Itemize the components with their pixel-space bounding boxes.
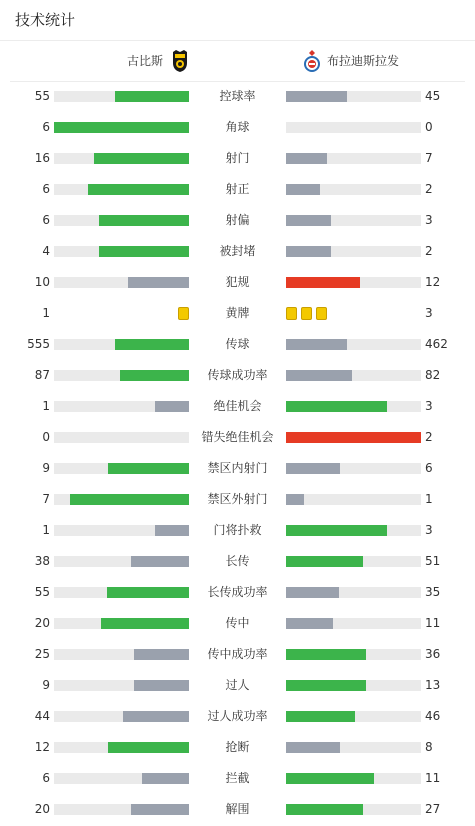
stat-row bbox=[0, 360, 475, 391]
home-stat-value: 55 bbox=[34, 89, 50, 103]
home-team-crest-icon bbox=[170, 49, 190, 73]
away-stat-value: 2 bbox=[425, 430, 433, 444]
stat-row bbox=[0, 546, 475, 577]
away-bar-track bbox=[286, 463, 421, 474]
stat-label: 被封堵 bbox=[219, 244, 256, 258]
away-stat-value: 46 bbox=[425, 709, 441, 723]
home-bar-fill bbox=[94, 153, 189, 164]
home-bar-fill bbox=[120, 370, 189, 381]
home-stat-value: 38 bbox=[34, 554, 50, 568]
away-stat-value: 3 bbox=[425, 306, 433, 320]
stat-label: 抢断 bbox=[225, 740, 250, 754]
stat-label: 传中 bbox=[225, 616, 250, 630]
away-stat-value: 36 bbox=[425, 647, 441, 661]
stat-label: 拦截 bbox=[225, 771, 250, 785]
away-bar-track bbox=[286, 246, 421, 257]
stat-label: 错失绝佳机会 bbox=[201, 430, 274, 444]
stat-row bbox=[0, 608, 475, 639]
home-bar-fill bbox=[101, 618, 189, 629]
home-bar-fill bbox=[108, 463, 189, 474]
yellow-card-icon bbox=[316, 307, 327, 320]
away-bar-track bbox=[286, 91, 421, 102]
away-bar-track bbox=[286, 339, 421, 350]
home-bar-fill bbox=[70, 494, 189, 505]
home-team[interactable] bbox=[127, 49, 190, 73]
stat-row bbox=[0, 329, 475, 360]
stat-row bbox=[0, 205, 475, 236]
home-bar-track bbox=[54, 773, 189, 784]
stat-label: 控球率 bbox=[219, 89, 256, 103]
home-bar-fill bbox=[155, 401, 189, 412]
home-bar-track bbox=[54, 122, 189, 133]
stat-row bbox=[0, 515, 475, 546]
away-stat-value: 0 bbox=[425, 120, 433, 134]
home-bar-track bbox=[54, 711, 189, 722]
stat-row bbox=[0, 794, 475, 825]
away-bar-fill bbox=[286, 215, 331, 226]
home-bar-fill bbox=[134, 680, 189, 691]
away-bar-track bbox=[286, 215, 421, 226]
away-stat-value: 45 bbox=[425, 89, 441, 103]
away-stat-value: 1 bbox=[425, 492, 433, 506]
home-bar-track bbox=[54, 153, 189, 164]
away-bar-fill bbox=[286, 494, 304, 505]
stat-label: 射偏 bbox=[225, 213, 250, 227]
home-stat-value: 6 bbox=[42, 213, 50, 227]
home-bar-fill bbox=[142, 773, 189, 784]
home-bar-fill bbox=[88, 184, 189, 195]
stat-label: 犯规 bbox=[225, 275, 250, 289]
away-team-crest-icon bbox=[302, 49, 322, 73]
home-bar-track bbox=[54, 432, 189, 443]
away-bar-fill bbox=[286, 401, 387, 412]
stat-label: 解围 bbox=[225, 802, 250, 816]
home-stat-value: 12 bbox=[34, 740, 50, 754]
home-bar-fill bbox=[128, 277, 189, 288]
home-stat-value: 10 bbox=[34, 275, 50, 289]
stat-label: 过人成功率 bbox=[207, 709, 268, 723]
away-stat-value: 3 bbox=[425, 213, 433, 227]
away-team[interactable] bbox=[302, 49, 399, 73]
home-bar-track bbox=[54, 401, 189, 412]
home-stat-value: 6 bbox=[42, 120, 50, 134]
home-stat-value: 7 bbox=[42, 492, 50, 506]
away-bar-fill bbox=[286, 463, 340, 474]
away-bar-track bbox=[286, 711, 421, 722]
home-bar-track bbox=[54, 742, 189, 753]
away-bar-track bbox=[286, 494, 421, 505]
away-bar-fill bbox=[286, 618, 333, 629]
away-stat-value: 12 bbox=[425, 275, 441, 289]
stat-label: 射门 bbox=[225, 151, 250, 165]
away-bar-track bbox=[286, 556, 421, 567]
away-bar-fill bbox=[286, 246, 331, 257]
away-bar-fill bbox=[286, 153, 327, 164]
yellow-card-icon bbox=[178, 307, 189, 320]
away-stat-value: 35 bbox=[425, 585, 441, 599]
away-bar-fill bbox=[286, 680, 366, 691]
home-bar-fill bbox=[107, 587, 189, 598]
home-bar-fill bbox=[131, 556, 189, 567]
stat-row bbox=[0, 701, 475, 732]
stat-label: 角球 bbox=[225, 120, 250, 134]
stat-label: 传中成功率 bbox=[207, 647, 268, 661]
away-bar-track bbox=[286, 742, 421, 753]
home-stat-value: 55 bbox=[34, 585, 50, 599]
away-stat-value: 27 bbox=[425, 802, 441, 816]
stat-row bbox=[0, 236, 475, 267]
away-bar-fill bbox=[286, 277, 360, 288]
home-bar-fill bbox=[99, 246, 189, 257]
away-stat-value: 11 bbox=[425, 616, 441, 630]
home-bar-track bbox=[54, 91, 189, 102]
stat-label: 门将扑救 bbox=[213, 523, 262, 537]
home-bar-track bbox=[54, 246, 189, 257]
page-title: 技术统计 bbox=[15, 11, 76, 29]
home-bar-track bbox=[54, 339, 189, 350]
home-bar-fill bbox=[99, 215, 189, 226]
away-stat-value: 51 bbox=[425, 554, 441, 568]
stats-list bbox=[0, 81, 475, 825]
home-bar-fill bbox=[115, 339, 189, 350]
stat-label: 长传 bbox=[225, 554, 250, 568]
home-stat-value: 25 bbox=[34, 647, 50, 661]
stat-row bbox=[0, 732, 475, 763]
home-stat-value: 1 bbox=[42, 306, 50, 320]
home-bar-fill bbox=[108, 742, 189, 753]
stat-row bbox=[0, 639, 475, 670]
away-bar-track bbox=[286, 184, 421, 195]
away-bar-track bbox=[286, 370, 421, 381]
home-stat-value: 16 bbox=[34, 151, 50, 165]
stat-label: 传球成功率 bbox=[207, 368, 268, 382]
stat-row bbox=[0, 577, 475, 608]
away-bar-fill bbox=[286, 773, 374, 784]
stat-label: 黄牌 bbox=[225, 306, 250, 320]
home-bar-track bbox=[54, 463, 189, 474]
home-stat-value: 1 bbox=[42, 523, 50, 537]
home-bar-track bbox=[54, 494, 189, 505]
away-yellow-cards bbox=[286, 307, 331, 320]
away-stat-value: 2 bbox=[425, 244, 433, 258]
home-bar-track bbox=[54, 215, 189, 226]
away-stat-value: 13 bbox=[425, 678, 441, 692]
away-stat-value: 3 bbox=[425, 399, 433, 413]
away-bar-track bbox=[286, 277, 421, 288]
stat-label: 长传成功率 bbox=[207, 585, 268, 599]
away-bar-track bbox=[286, 618, 421, 629]
away-bar-fill bbox=[286, 587, 339, 598]
home-bar-fill bbox=[155, 525, 189, 536]
home-stat-value: 1 bbox=[42, 399, 50, 413]
stat-row bbox=[0, 422, 475, 453]
home-bar-track bbox=[54, 649, 189, 660]
home-bar-fill bbox=[115, 91, 189, 102]
away-stat-value: 82 bbox=[425, 368, 441, 382]
away-bar-track bbox=[286, 680, 421, 691]
stat-row bbox=[0, 174, 475, 205]
away-bar-track bbox=[286, 649, 421, 660]
stat-row bbox=[0, 81, 475, 112]
stat-row bbox=[0, 453, 475, 484]
home-bar-track bbox=[54, 556, 189, 567]
away-bar-fill bbox=[286, 742, 340, 753]
stat-label: 射正 bbox=[225, 182, 250, 196]
away-bar-fill bbox=[286, 91, 347, 102]
home-bar-fill bbox=[134, 649, 189, 660]
stat-label: 绝佳机会 bbox=[213, 399, 262, 413]
home-stat-value: 9 bbox=[42, 678, 50, 692]
home-bar-track bbox=[54, 804, 189, 815]
away-bar-track bbox=[286, 773, 421, 784]
home-stat-value: 0 bbox=[42, 430, 50, 444]
away-bar-fill bbox=[286, 184, 320, 195]
home-bar-track bbox=[54, 525, 189, 536]
away-bar-fill bbox=[286, 370, 352, 381]
away-stat-value: 7 bbox=[425, 151, 433, 165]
stat-row bbox=[0, 112, 475, 143]
home-stat-value: 9 bbox=[42, 461, 50, 475]
home-stat-value: 6 bbox=[42, 771, 50, 785]
stat-row bbox=[0, 670, 475, 701]
away-bar-track bbox=[286, 804, 421, 815]
away-bar-fill bbox=[286, 556, 363, 567]
away-stat-value: 8 bbox=[425, 740, 433, 754]
stat-row bbox=[0, 143, 475, 174]
away-bar-track bbox=[286, 401, 421, 412]
stat-label: 传球 bbox=[225, 337, 250, 351]
away-bar-track bbox=[286, 587, 421, 598]
teams-header bbox=[10, 41, 465, 82]
stat-row bbox=[0, 298, 475, 329]
away-bar-fill bbox=[286, 649, 366, 660]
stat-label: 禁区外射门 bbox=[207, 492, 268, 506]
home-bar-fill bbox=[131, 804, 189, 815]
home-team-name: 古比斯 bbox=[127, 54, 164, 68]
home-yellow-cards bbox=[178, 307, 189, 320]
away-team-name: 布拉迪斯拉发 bbox=[327, 54, 400, 68]
away-bar-fill bbox=[286, 339, 347, 350]
home-stat-value: 20 bbox=[34, 616, 50, 630]
away-stat-value: 11 bbox=[425, 771, 441, 785]
home-bar-track bbox=[54, 184, 189, 195]
home-bar-fill bbox=[54, 122, 189, 133]
away-stat-value: 6 bbox=[425, 461, 433, 475]
home-bar-fill bbox=[123, 711, 189, 722]
home-bar-track bbox=[54, 277, 189, 288]
away-bar-track bbox=[286, 122, 421, 133]
home-stat-value: 44 bbox=[34, 709, 50, 723]
away-stat-value: 462 bbox=[425, 337, 448, 351]
stat-row bbox=[0, 267, 475, 298]
home-stat-value: 6 bbox=[42, 182, 50, 196]
home-bar-track bbox=[54, 370, 189, 381]
stat-row bbox=[0, 484, 475, 515]
home-bar-track bbox=[54, 618, 189, 629]
stat-row bbox=[0, 391, 475, 422]
home-bar-track bbox=[54, 587, 189, 598]
home-stat-value: 87 bbox=[34, 368, 50, 382]
stat-label: 过人 bbox=[225, 678, 250, 692]
away-bar-track bbox=[286, 432, 421, 443]
away-bar-fill bbox=[286, 804, 363, 815]
title-bar bbox=[0, 0, 475, 41]
away-bar-fill bbox=[286, 711, 355, 722]
stat-label: 禁区内射门 bbox=[207, 461, 268, 475]
yellow-card-icon bbox=[286, 307, 297, 320]
away-stat-value: 3 bbox=[425, 523, 433, 537]
home-stat-value: 4 bbox=[42, 244, 50, 258]
home-stat-value: 555 bbox=[27, 337, 50, 351]
away-bar-fill bbox=[286, 432, 421, 443]
away-bar-fill bbox=[286, 525, 387, 536]
stat-row bbox=[0, 763, 475, 794]
away-bar-track bbox=[286, 153, 421, 164]
away-stat-value: 2 bbox=[425, 182, 433, 196]
yellow-card-icon bbox=[301, 307, 312, 320]
home-stat-value: 20 bbox=[34, 802, 50, 816]
home-bar-track bbox=[54, 680, 189, 691]
away-bar-track bbox=[286, 525, 421, 536]
